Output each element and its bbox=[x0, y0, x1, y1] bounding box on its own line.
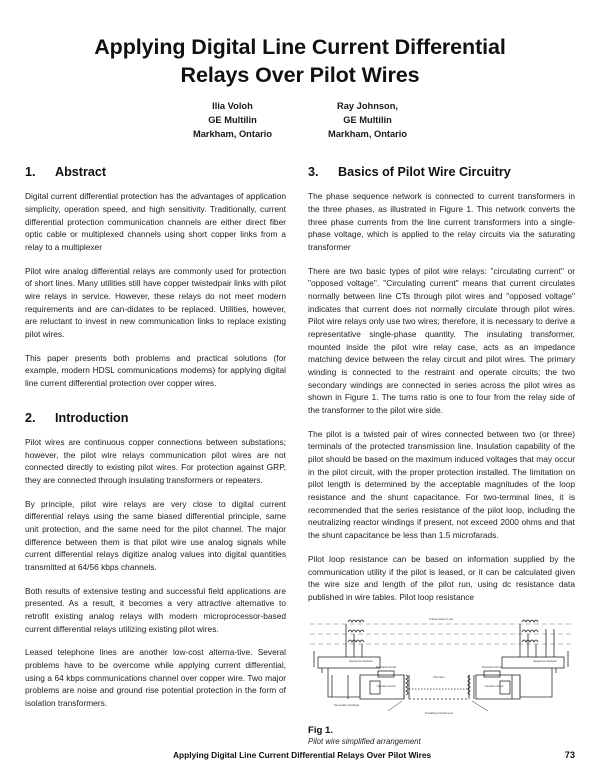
paragraph: Pilot wire analog differential relays are commonly used for protection of short lines. Many utilities still have copper twistedpair links with pilot wire relays in service. However, these relays do not meet modern requirements and are can-didates to be replaced. Utilities, however, are reluctant to invest in new communication links to replace existing pilot wires. bbox=[25, 265, 286, 340]
section-number: 2. bbox=[25, 410, 36, 425]
author-entry bbox=[328, 99, 407, 141]
author-name: Ray Johnson, bbox=[337, 100, 398, 111]
label-restraint-circuit-right: Restraint Circuit bbox=[482, 664, 502, 669]
label-secondary-windings: Secondary windings bbox=[334, 702, 360, 707]
page-footer bbox=[25, 750, 575, 760]
paragraph: Digital current differential protection has the advantages of application simplicity, operation speed, and high sensitivity. Traditionally, current differential protection communication channels are either direct fiber optic cable or multiplexed channels using short copper links from a relay to a multiplexer bbox=[25, 191, 286, 253]
label-transmission-line: Transmission Line bbox=[428, 616, 454, 621]
figure-caption-subtitle: Pilot wire simplified arrangement bbox=[308, 736, 421, 746]
author-company: GE Multilin bbox=[343, 115, 392, 125]
figure-caption-title: Fig 1. bbox=[308, 724, 334, 736]
title-block bbox=[25, 34, 575, 141]
label-sequence-network-right: Sequence Network bbox=[533, 658, 557, 663]
left-column bbox=[25, 165, 286, 709]
paragraph: Pilot loop resistance can be based on information supplied by the communication utility if the pilot is leased, or it can be calculated given the wire size and length of the pilot run, using dc resistance data published in wire tables. Pilot loop resistance bbox=[308, 553, 575, 602]
page-title: Applying Digital Line Current Differential Relays Over Pilot Wires bbox=[94, 35, 506, 87]
footer-title: Applying Digital Line Current Differential Relays Over Pilot Wires bbox=[173, 750, 432, 760]
pilot-wire-circuit-diagram bbox=[308, 615, 575, 719]
author-company: GE Multilin bbox=[208, 115, 257, 125]
section-title: Introduction bbox=[55, 410, 129, 425]
author-list bbox=[25, 99, 575, 141]
paragraph: By principle, pilot wire relays are very close to digital current differential relays using the same biased differential principle, same unit protection, and the same need for the pilot channel. The major difference between them is that pilot wire use analog signals while current differential relays digitize analog values into digital quantities transmitted at 64/56 kbps channels. bbox=[25, 498, 286, 572]
author-location: Markham, Ontario bbox=[328, 129, 408, 140]
label-insulating-transformers: Insulating transformers bbox=[424, 710, 454, 715]
paragraph: The pilot is a twisted pair of wires connected between two (or three) terminals of the protected transmission line. Insulation capability of the pilot should be based on the maximum induced voltages that may occur in the pilot circuit, with the proper protection installed. The limitation on pilot length is determined by the acceptable magnitudes of the loop resistance and the shunt capacitance. For two-terminal lines, it is recommended that the series resistance of the pilot loop, including the neutralizing reactor windings if present, not exceed 2000 ohms and that the shunt capacitance be less than 1.5 microfarads. bbox=[308, 428, 575, 541]
right-column bbox=[308, 165, 575, 745]
label-restraint-circuit-left: Restraint Circuit bbox=[376, 664, 396, 669]
section-heading-introduction bbox=[25, 411, 286, 426]
paragraph: This paper presents both problems and practical solutions (for example, modern HDSL communications modems) for applying digital line current differential protection over copper wires. bbox=[25, 352, 286, 389]
section-spacer bbox=[25, 401, 286, 411]
body-columns bbox=[25, 165, 575, 745]
paragraph: There are two basic types of pilot wire relays: "circulating current" or "opposed voltage". "Circulating current" means that current circulates normally between line CTs through pilot wires and "opposed voltage" indicates that current does not normally circulate through pilot wires. Pilot wire relays only use two wires; therefore, it is necessary to derive a representative single-phase quantity. The insulating transformer, mounted inside the pilot wire relay case, acts as an impedance matching device between the relay circuit and pilot wires. The primary winding is connected to the restraint and operate circuits; the two secondary windings are connected in series across the pilot wires as shown in Figure 1. The turns ratio is one to four from the relay side of the transformer to the pilot wire side. bbox=[308, 265, 575, 416]
author-location: Markham, Ontario bbox=[192, 129, 272, 140]
section-title: Basics of Pilot Wire Circuitry bbox=[338, 165, 511, 180]
paragraph: Both results of extensive testing and successful field applications are presented. As a result, it becomes a very attractive alternative to retrofit existing analog relays with modern microprocessor-based current differential relays utilizing existing pilot wires. bbox=[25, 585, 286, 634]
label-operate-circuit-left: Operate Circuit bbox=[376, 683, 396, 688]
section-number: 3. bbox=[308, 165, 319, 180]
section-number: 1. bbox=[25, 165, 36, 180]
footer-page-number: 73 bbox=[564, 750, 575, 760]
paragraph: Pilot wires are continuous copper connections between substations; however, the pilot wire relays communication pilot wires are not connected directly to existing pilot wires. For protection against GRP, they are connected through insulating transformers or repeaters. bbox=[25, 436, 286, 485]
author-entry bbox=[193, 99, 272, 141]
label-pilot-wire: Pilot wire bbox=[433, 674, 445, 679]
paragraph: The phase sequence network is connected to current transformers in the three phases, as illustrated in Figure 1. This network converts the three phase currents from the line current transformers into a single-phase voltage, which is applied to the relay circuits via the saturating transformer bbox=[308, 191, 575, 253]
paragraph: Leased telephone lines are another low-cost alterna-tive. Several problems have to be overcome while applying current differential, using a 64 kbps communications channel over copper wire. Two major problems are noise and ground rise potential protection in the form of isolation transformers. bbox=[25, 647, 286, 708]
figure-1 bbox=[308, 615, 575, 746]
author-name: Ilia Voloh bbox=[212, 100, 253, 111]
section-heading-abstract bbox=[25, 165, 286, 180]
label-operate-circuit-right: Operate Circuit bbox=[484, 683, 504, 688]
section-title: Abstract bbox=[55, 165, 107, 180]
section-heading-basics bbox=[308, 165, 575, 180]
label-sequence-network-left: Sequence Network bbox=[349, 658, 373, 663]
